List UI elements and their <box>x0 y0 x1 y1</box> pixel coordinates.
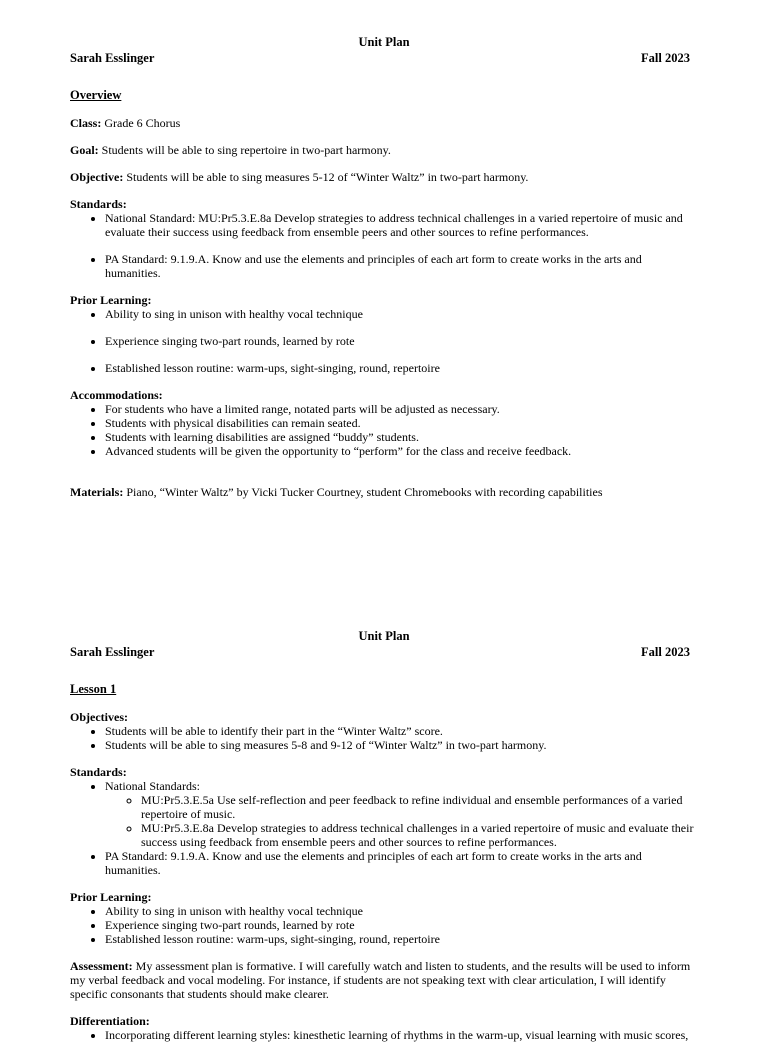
class-label: Class: <box>70 116 102 130</box>
objective-value: Students will be able to sing measures 5-12 of “Winter Waltz” in two-part harmony. <box>123 170 529 184</box>
list-item: • Ability to sing in unison with healthy vocal technique <box>105 307 698 321</box>
differentiation-list <box>70 1028 698 1042</box>
standards-label: Standards: <box>70 197 127 211</box>
list-item <box>105 779 698 849</box>
list-item: • For students who have a limited range, notated parts will be adjusted as necessary. <box>105 402 698 416</box>
national-standards-label: National Standards: <box>105 779 200 793</box>
author-name: Sarah Esslinger <box>70 645 155 659</box>
assessment-label: Assessment: <box>70 959 133 973</box>
goal-label: Goal: <box>70 143 99 157</box>
prior-learning-label: Prior Learning: <box>70 293 152 307</box>
list-item: • PA Standard: 9.1.9.A. Know and use the elements and principles of each art form to create works in the arts and humanities. <box>105 252 698 280</box>
section-heading-overview: Overview <box>70 88 122 102</box>
list-item: • Ability to sing in unison with healthy vocal technique <box>105 904 698 918</box>
standards-list <box>70 779 698 877</box>
document-page-2 <box>0 600 768 1042</box>
accommodations-label: Accommodations: <box>70 388 163 402</box>
lesson-content <box>70 710 698 1042</box>
list-item: • Incorporating different learning styles: kinesthetic learning of rhythms in the warm-up, visual learning with music scores, <box>105 1028 698 1042</box>
list-item: • Students with learning disabilities are assigned “buddy” students. <box>105 430 698 444</box>
term-label: Fall 2023 <box>641 645 690 659</box>
standards-label: Standards: <box>70 765 127 779</box>
objectives-label: Objectives: <box>70 710 128 724</box>
list-item: • Advanced students will be given the opportunity to “perform” for the class and receive feedback. <box>105 444 698 458</box>
assessment-paragraph <box>70 959 698 1001</box>
list-item: • Established lesson routine: warm-ups, sight-singing, round, repertoire <box>105 932 698 946</box>
term-label: Fall 2023 <box>641 51 690 65</box>
objective-label: Objective: <box>70 170 124 184</box>
page-title: Unit Plan <box>358 629 410 643</box>
list-item: • PA Standard: 9.1.9.A. Know and use the elements and principles of each art form to create works in the arts and humanities. <box>105 849 698 877</box>
materials-value: Piano, “Winter Waltz” by Vicki Tucker Courtney, student Chromebooks with recording capabilities <box>123 485 603 499</box>
prior-learning-list <box>70 307 698 375</box>
list-item: • Experience singing two-part rounds, learned by rote <box>105 334 698 348</box>
materials-line <box>70 485 698 499</box>
list-item: ◦ MU:Pr5.3.E.5a Use self-reflection and peer feedback to refine individual and ensemble performances of a varied repertoire of music. <box>141 793 698 821</box>
differentiation-label: Differentiation: <box>70 1014 150 1028</box>
list-item: • National Standard: MU:Pr5.3.E.8a Develop strategies to address technical challenges in a varied repertoire of music and evaluate their success using feedback from ensemble peers and other sources to refine performances. <box>105 211 698 239</box>
overview-content <box>70 116 698 499</box>
national-standards-sublist <box>105 793 698 849</box>
goal-line <box>70 143 698 157</box>
accommodations-list <box>70 402 698 458</box>
standards-list <box>70 211 698 280</box>
class-value: Grade 6 Chorus <box>101 116 181 130</box>
section-heading-lesson-1: Lesson 1 <box>70 682 117 696</box>
prior-learning-label: Prior Learning: <box>70 890 152 904</box>
list-item: • Students will be able to sing measures 5-8 and 9-12 of “Winter Waltz” in two-part harmony. <box>105 738 698 752</box>
goal-value: Students will be able to sing repertoire in two-part harmony. <box>98 143 391 157</box>
list-item: • Established lesson routine: warm-ups, sight-singing, round, repertoire <box>105 361 698 375</box>
list-item: • Students will be able to identify their part in the “Winter Waltz” score. <box>105 724 698 738</box>
objective-line <box>70 170 698 184</box>
list-item: • Students with physical disabilities can remain seated. <box>105 416 698 430</box>
class-line <box>70 116 698 130</box>
materials-label: Materials: <box>70 485 124 499</box>
list-item: ◦ MU:Pr5.3.E.8a Develop strategies to address technical challenges in a varied repertoire of music and evaluate their success using feedback from ensemble peers and other sources to refine performances. <box>141 821 698 849</box>
objectives-list <box>70 724 698 752</box>
list-item: • Experience singing two-part rounds, learned by rote <box>105 918 698 932</box>
prior-learning-list <box>70 904 698 946</box>
author-name: Sarah Esslinger <box>70 51 155 65</box>
assessment-value: My assessment plan is formative. I will carefully watch and listen to students, and the results will be used to inform my verbal feedback and vocal modeling. For instance, if students are not speaking text with clear articulation, I will identify specific consonants that students should make clearer. <box>70 959 691 1001</box>
page-title: Unit Plan <box>358 35 410 49</box>
